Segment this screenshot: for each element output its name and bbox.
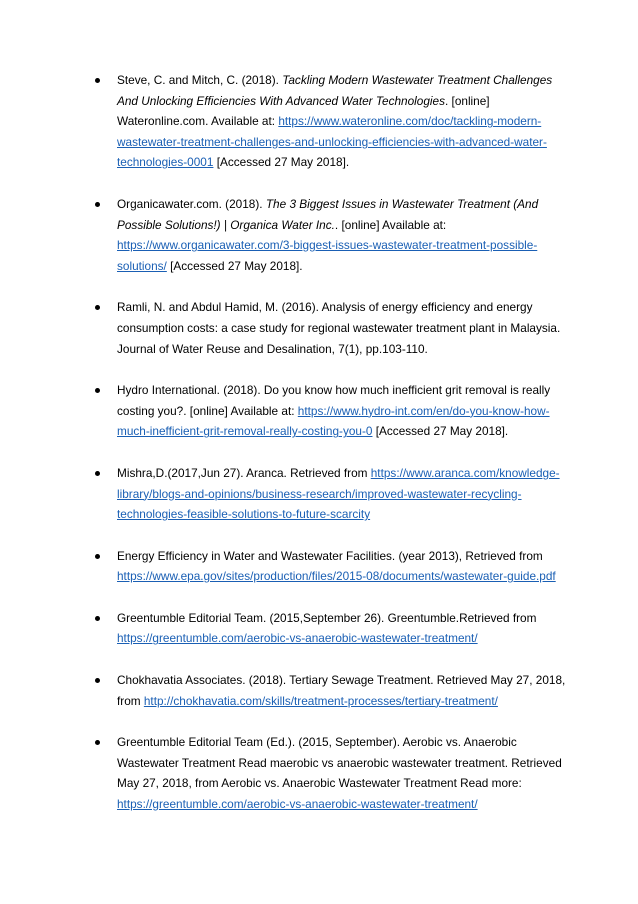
bullet-icon — [95, 616, 100, 621]
reference-text: Greentumble Editorial Team. (2015,September 26). Greentumble.Retrieved from — [117, 610, 537, 625]
bullet-icon — [95, 471, 100, 476]
bullet-icon — [95, 202, 100, 207]
reference-text-middle: . [online] Available at: — [334, 217, 447, 232]
bullet-icon — [95, 554, 100, 559]
reference-text: Ramli, N. and Abdul Hamid, M. (2016). Analysis of energy efficiency and energy consumption costs: a case study for regional wastewater treatment plant in Malaysia. Journal of Water Reuse and Desalination, 7(1), pp.103-110. — [117, 300, 561, 356]
reference-link[interactable]: https://www.epa.gov/sites/production/files/2015-08/documents/wastewater-guide.pdf — [117, 569, 556, 584]
reference-text: Chokhavatia Associates. (2018). Tertiary Sewage Treatment. Retrieved May 27, 2018, from — [117, 673, 566, 708]
bullet-icon — [95, 78, 100, 83]
bullet-icon — [95, 388, 100, 393]
reference-link[interactable]: http://chokhavatia.com/skills/treatment-processes/tertiary-treatment/ — [143, 693, 498, 708]
reference-text: Energy Efficiency in Water and Wastewater Facilities. (year 2013), Retrieved from — [117, 548, 543, 563]
reference-item — [0, 546, 638, 587]
reference-access-note: [Accessed 27 May 2018]. — [166, 258, 303, 273]
reference-title: The 3 Biggest Issues in Wastewater Treatment (And Possible Solutions!) | Organica Water Inc. — [117, 196, 539, 232]
reference-text: Hydro International. (2018). Do you know how much inefficient grit removal is really costing you?. [online] Available at: — [117, 383, 551, 418]
reference-item — [0, 70, 638, 173]
reference-link[interactable]: https://greentumble.com/aerobic-vs-anaerobic-wastewater-treatment/ — [117, 631, 478, 646]
reference-text-middle: . [online] Wateronline.com. Available at: — [117, 93, 490, 129]
bullet-icon — [95, 305, 100, 310]
reference-list — [0, 70, 638, 836]
reference-link[interactable]: https://www.wateronline.com/doc/tackling-modern-wastewater-treatment-challenges-and-unlocking-efficiencies-with-advanced-water-technologies-0001 — [117, 114, 547, 170]
reference-access-note: [Accessed 27 May 2018]. — [372, 424, 509, 439]
reference-item — [0, 732, 638, 814]
reference-text: Mishra,D.(2017,Jun 27). Aranca. Retrieved from — [117, 465, 371, 480]
reference-item — [0, 670, 638, 711]
reference-link[interactable]: https://greentumble.com/aerobic-vs-anaerobic-wastewater-treatment/ — [117, 797, 478, 812]
reference-item — [0, 380, 638, 442]
reference-text: Steve, C. and Mitch, C. (2018). — [117, 73, 283, 87]
reference-item — [0, 297, 638, 359]
reference-item — [0, 608, 638, 649]
reference-access-note: [Accessed 27 May 2018]. — [213, 155, 350, 170]
reference-item — [0, 463, 638, 525]
reference-item — [0, 194, 638, 276]
reference-link[interactable]: https://www.organicawater.com/3-biggest-issues-wastewater-treatment-possible-solutions/ — [117, 238, 538, 273]
bullet-icon — [95, 678, 100, 683]
reference-link[interactable]: https://www.hydro-int.com/en/do-you-know-how-much-inefficient-grit-removal-really-costing-you-0 — [117, 403, 550, 439]
bullet-icon — [95, 740, 100, 745]
reference-link[interactable]: https://www.aranca.com/knowledge-library/blogs-and-opinions/business-research/improved-wastewater-recycling-technologies-feasible-solutions-to-future-scarcity — [117, 465, 560, 522]
reference-title: Tackling Modern Wastewater Treatment Challenges And Unlocking Efficiencies With Advanced Water Technologies — [117, 73, 553, 108]
reference-text: Organicawater.com. (2018). — [117, 196, 266, 211]
reference-text: Greentumble Editorial Team (Ed.). (2015, September). Aerobic vs. Anaerobic Wastewater Treatment Read maerobic vs anaerobic wastewater treatment. Retrieved May 27, 2018, from Aerobic vs. Anaerobic Wastewater Treatment Read more: — [117, 735, 562, 791]
